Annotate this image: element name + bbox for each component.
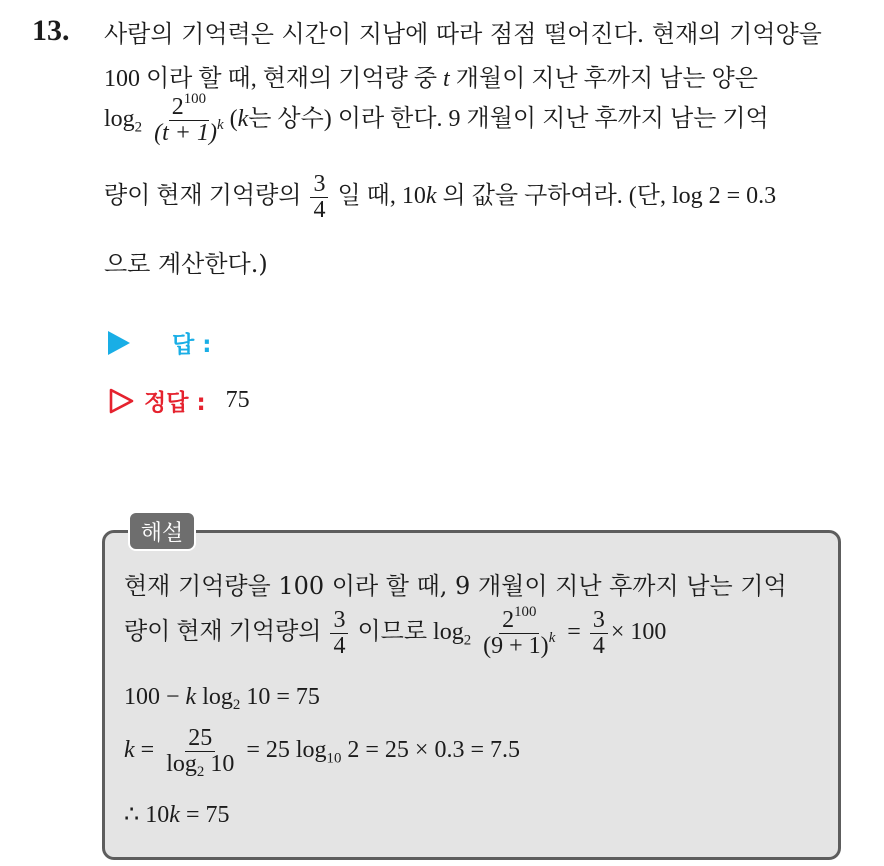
numerator-base: 2 [502, 607, 515, 633]
solution-line-4-text-a: = 25 log [246, 737, 327, 764]
fraction-numerator [169, 90, 209, 121]
answer-blank-row [108, 326, 211, 359]
fraction-denominator: 4 [313, 197, 326, 224]
solution-line-5-text: = 75 [179, 802, 230, 828]
problem-line-2-text-b: 개월이 지난 후까지 남는 양은 [449, 66, 758, 92]
log-base: 2 [232, 697, 241, 714]
problem-line-3-text: 는 상수) 이라 한다. 9 개월이 지난 후까지 남는 기억 [248, 106, 769, 133]
log-text: log [166, 751, 197, 778]
problem-line-4-text-a: 량이 현재 기억량의 [104, 183, 308, 210]
fraction-denominator: 4 [333, 633, 346, 660]
solution-line-1: 현재 기억량을 100 이라 할 때, 9 개월이 지난 후까지 남는 기억 [124, 572, 787, 600]
solution-line-3 [124, 684, 320, 714]
numerator-base: 2 [171, 94, 184, 120]
fraction-3-over-4-a [330, 608, 348, 659]
solution-line-3-text-c: 10 = 75 [240, 684, 320, 710]
question-number: 13. [32, 14, 70, 47]
problem-line-4-text-c: 의 값을 구하여라. (단, log 2 = 0.3 [436, 183, 777, 210]
times-100: × 100 [610, 619, 667, 646]
equals-sign: = [567, 619, 581, 646]
solution-line-4 [124, 725, 520, 781]
fraction-denominator [151, 117, 226, 147]
solution-line-2-text-b: 이므로 log [351, 619, 464, 646]
problem-line-3 [104, 90, 769, 147]
fraction-numerator: 25 [185, 726, 215, 752]
log-base: 10 [326, 750, 342, 767]
solution-line-3-text-a: 100 − [124, 684, 186, 710]
variable-k: k [124, 737, 135, 764]
variable-k: k [237, 106, 249, 133]
play-triangle-icon [108, 331, 130, 355]
denominator-base: (t + 1) [154, 120, 217, 147]
log-text: log [196, 684, 233, 710]
solution-line-2 [124, 603, 667, 660]
paren-open: ( [229, 106, 238, 133]
variable-k: k [169, 802, 180, 828]
answer-blank-label: 답 : [172, 332, 212, 358]
problem-line-4-text-b: 일 때, 10 [331, 183, 426, 210]
solution-line-4-text-b: 2 = 25 × 0.3 = 7.5 [341, 737, 520, 764]
problem-line-4 [104, 172, 776, 223]
log-base: 2 [463, 632, 472, 649]
fraction-denominator: 4 [592, 633, 605, 660]
variable-k: k [185, 684, 197, 710]
fraction-numerator: 3 [310, 172, 328, 198]
correct-answer-label: 정답 : [144, 390, 206, 416]
log-base: 2 [134, 119, 143, 136]
problem-line-1: 사람의 기억력은 시간이 지남에 따라 점점 떨어진다. 현재의 기억양을 [104, 20, 822, 48]
log-base: 2 [196, 764, 205, 781]
numerator-exponent: 100 [514, 603, 537, 620]
problem-line-2 [104, 58, 758, 93]
fraction-2-100-over-9-plus-1-k [480, 603, 558, 660]
fraction-3-over-4-b [590, 608, 608, 659]
variable-k: k [425, 183, 437, 210]
fraction-numerator: 3 [590, 608, 608, 634]
problem-line-5: 으로 계산한다.) [104, 250, 268, 278]
variable-t: t [443, 66, 450, 92]
denominator-value: 10 [204, 751, 235, 778]
solution-line-2-text-a: 량이 현재 기억량의 [124, 619, 328, 646]
fraction-denominator [163, 751, 237, 781]
numerator-exponent: 100 [183, 90, 206, 107]
equals-sign: = [134, 737, 155, 764]
correct-answer-value: 75 [225, 387, 250, 413]
fraction-3-over-4 [310, 172, 328, 223]
denominator-exponent: k [216, 117, 224, 134]
denominator-base: (9 + 1) [483, 633, 549, 660]
fraction-numerator [499, 603, 539, 634]
denominator-exponent: k [548, 630, 556, 647]
log-text: log [104, 106, 135, 133]
problem-line-2-text-a: 100 이라 할 때, 현재의 기억량 중 [104, 66, 444, 92]
fraction-25-over-log2-10 [163, 725, 237, 781]
fraction-2-100-over-t-plus-1-k [151, 90, 226, 147]
outline-triangle-icon [108, 388, 134, 414]
fraction-denominator [480, 630, 558, 660]
correct-answer-row [108, 384, 250, 417]
therefore-text: ∴ 10 [124, 802, 170, 828]
solution-line-5 [124, 800, 229, 829]
solution-tab: 해설 [128, 511, 196, 551]
fraction-numerator: 3 [330, 608, 348, 634]
